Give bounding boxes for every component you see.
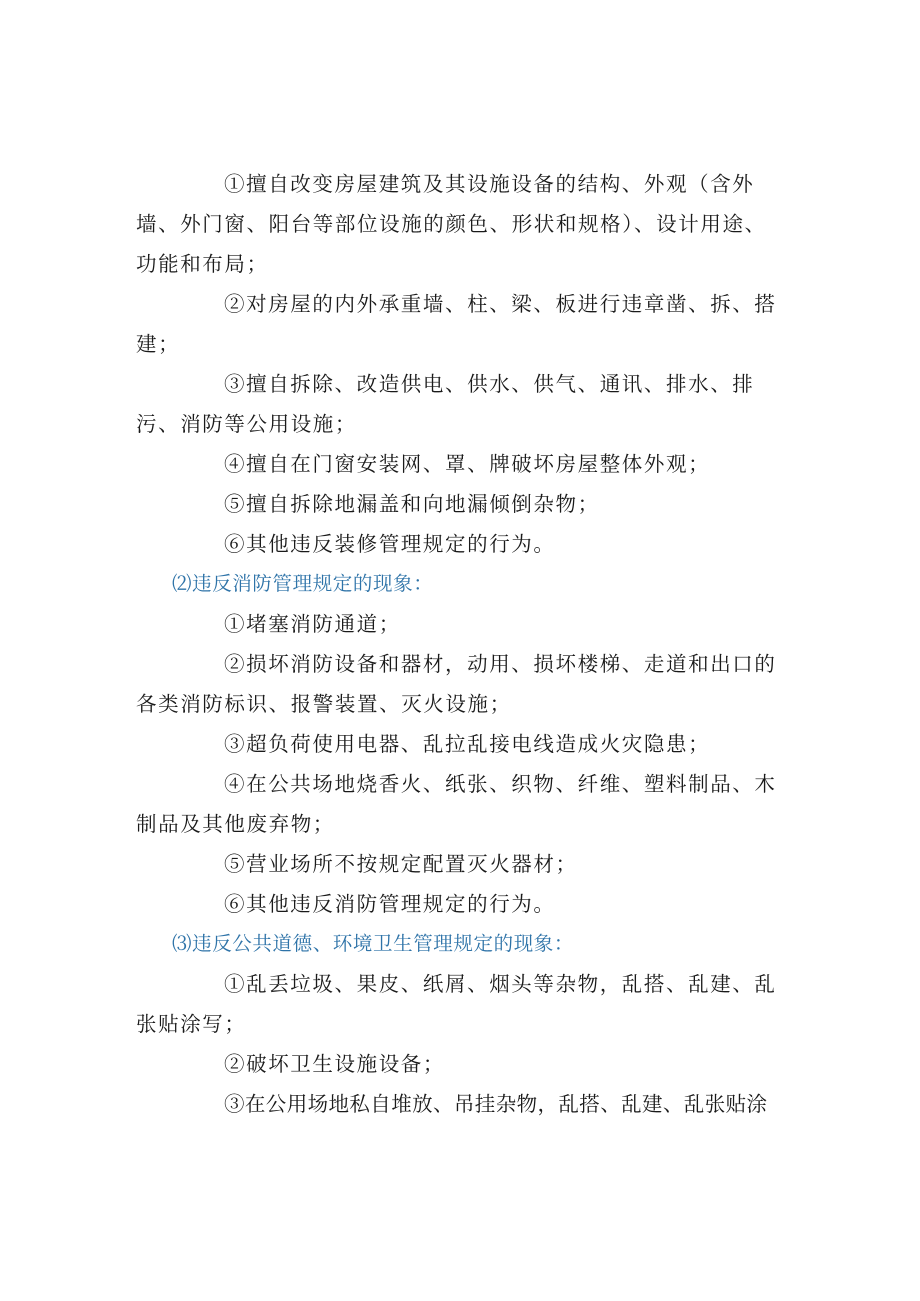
section-heading-hygiene: ⑶违反公共道德、环境卫生管理规定的现象： — [172, 932, 575, 955]
list-item: ②损坏消防设备和器材，动用、损坏楼梯、走道和出口的各类消防标识、报警装置、灭火设施； — [136, 652, 777, 716]
list-item: ③超负荷使用电器、乱拉乱接电线造成火灾隐患； — [224, 732, 711, 756]
list-item: ⑤擅自拆除地漏盖和向地漏倾倒杂物； — [224, 492, 600, 516]
list-item: ⑥其他违反装修管理规定的行为。 — [224, 532, 556, 556]
list-item: ⑥其他违反消防管理规定的行为。 — [224, 892, 556, 916]
list-item: ②对房屋的内外承重墙、柱、梁、板进行违章凿、拆、搭建； — [136, 292, 777, 356]
document-page — [136, 164, 786, 1124]
list-item: ④在公共场地烧香火、纸张、织物、纤维、塑料制品、木制品及其他废弃物； — [136, 772, 777, 836]
list-item: ①堵塞消防通道； — [224, 612, 401, 636]
list-item: ④擅自在门窗安装网、罩、牌破坏房屋整体外观； — [224, 452, 711, 476]
list-item: ①擅自改变房屋建筑及其设施设备的结构、外观（含外墙、外门窗、阳台等部位设施的颜色、形状和规格）、设计用途、功能和布局； — [136, 172, 767, 276]
list-item: ⑤营业场所不按规定配置灭火器材； — [224, 852, 578, 876]
section-heading-fire: ⑵违反消防管理规定的现象： — [172, 572, 434, 595]
list-item: ③擅自拆除、改造供电、供水、供气、通讯、排水、排污、消防等公用设施； — [136, 372, 755, 436]
list-item: ③在公用场地私自堆放、吊挂杂物，乱搭、乱建、乱张贴涂 — [224, 1092, 768, 1116]
list-item: ①乱丢垃圾、果皮、纸屑、烟头等杂物，乱搭、乱建、乱张贴涂写； — [136, 972, 777, 1036]
list-item: ②破坏卫生设施设备； — [224, 1052, 445, 1076]
